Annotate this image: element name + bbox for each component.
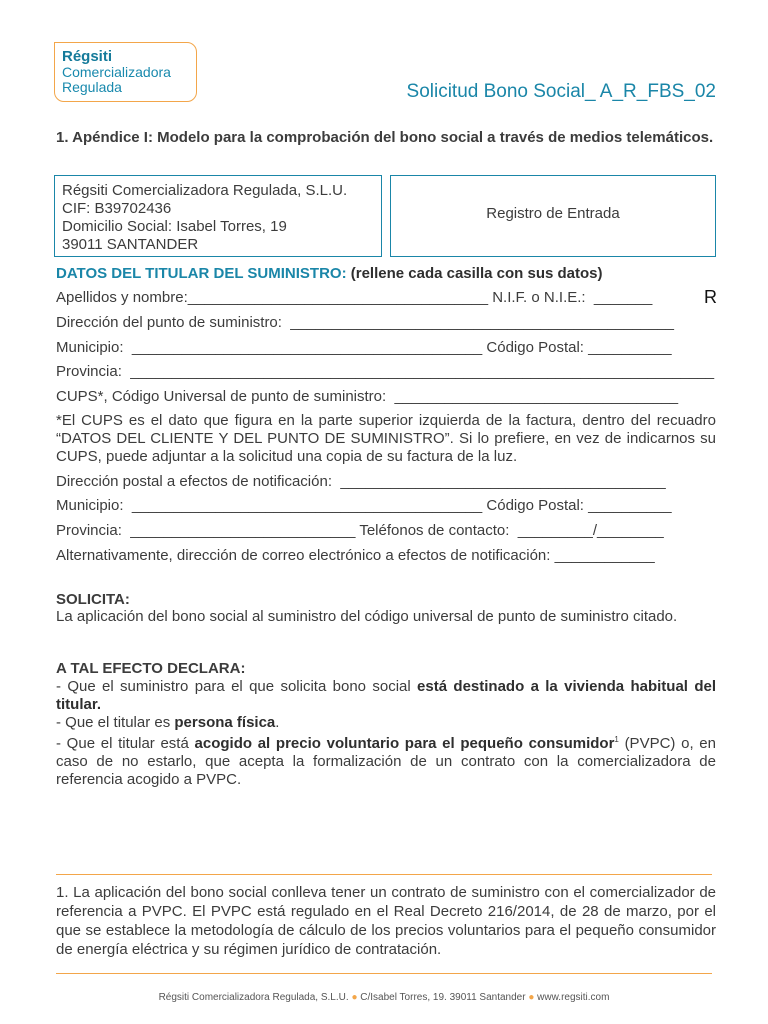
footer-dot-icon: ● xyxy=(528,992,535,1003)
declara-item-1-bold: está destinado a la vivienda habitual del titular. xyxy=(56,678,716,713)
field-cups[interactable]: CUPS*, Código Universal de punto de suministro: __________________________________ xyxy=(56,388,679,405)
field-postal-municipality[interactable]: Municipio: __________________________________________ Código Postal: __________ xyxy=(56,497,672,514)
company-city: 39011 SANTANDER xyxy=(62,236,199,253)
appendix-title: 1. Apéndice I: Modelo para la comprobación del bono social a través de medios telemáticos. xyxy=(56,129,714,146)
declara-item-1-text: - Que el suministro para el que solicita bono social xyxy=(56,678,418,695)
declara-item-3-bold: acogido al precio voluntario para el pequeño consumidor xyxy=(194,735,615,752)
logo-subtitle-line2: Regulada xyxy=(62,79,122,95)
cups-note: *El CUPS es el dato que figura en la parte superior izquierda de la factura, dentro del recuadro “DATOS DEL CLIENTE Y DEL PUNTO DE SUMINISTRO”. Si lo prefiere, en vez de indicarnos su CUPS, puede adjuntar a la solicitud una copia de su factura de la luz. xyxy=(56,412,716,465)
titular-heading-line xyxy=(56,265,716,283)
field-postal-province-phones[interactable]: Provincia: ___________________________ Teléfonos de contacto: _________/________ xyxy=(56,522,664,539)
footnote-separator-top xyxy=(56,874,712,875)
registry-label: Registro de Entrada xyxy=(486,205,620,222)
field-municipality[interactable]: Municipio: __________________________________________ Código Postal: __________ xyxy=(56,339,672,356)
company-name: Régsiti Comercializadora Regulada, S.L.U. xyxy=(62,182,348,199)
footer-dot-icon: ● xyxy=(351,992,358,1003)
field-province[interactable]: Provincia: ______________________________________________________________________ xyxy=(56,363,715,380)
declara-heading: A TAL EFECTO DECLARA: xyxy=(56,660,246,677)
declara-item-3 xyxy=(56,731,716,789)
declara-item-1 xyxy=(56,678,716,714)
document-code: Solicitud Bono Social_ A_R_FBS_02 xyxy=(406,81,716,102)
footer-address: C/Isabel Torres, 19. 39011 Santander xyxy=(360,992,526,1003)
footer-company: Régsiti Comercializadora Regulada, S.L.U. xyxy=(158,992,349,1003)
company-address: Domicilio Social: Isabel Torres, 19 xyxy=(62,218,287,235)
declara-item-3-end: (PVPC) o, en caso de no estarlo, que acepta la formalización de un contrato con la comercializadora de referencia acogido a PVPC. xyxy=(56,735,716,788)
footer-web[interactable]: www.regsiti.com xyxy=(537,992,610,1003)
declara-item-2 xyxy=(56,714,716,732)
logo-subtitle xyxy=(62,65,171,95)
field-supply-address[interactable]: Dirección del punto de suministro: ______________________________________________ xyxy=(56,314,675,331)
footnote-separator-bottom xyxy=(56,973,712,974)
solicita-heading: SOLICITA: xyxy=(56,591,130,608)
page-footer xyxy=(0,992,768,1003)
company-info xyxy=(62,182,347,254)
declara-item-2-text: - Que el titular es xyxy=(56,714,175,731)
declara-item-2-end: . xyxy=(275,714,280,731)
solicita-text: La aplicación del bono social al suministro del código universal de punto de suministro citado. xyxy=(56,608,678,625)
logo-subtitle-line1: Comercializadora xyxy=(62,64,171,80)
field-postal-address[interactable]: Dirección postal a efectos de notificación: _______________________________________ xyxy=(56,473,666,490)
titular-heading: DATOS DEL TITULAR DEL SUMINISTRO: xyxy=(56,265,347,282)
footnote-ref: 1 xyxy=(614,735,619,744)
logo-name: Régsiti xyxy=(62,48,113,65)
declara-item-3-text: - Que el titular está xyxy=(56,735,195,752)
titular-heading-note: (rellene cada casilla con sus datos) xyxy=(346,265,603,282)
declara-item-2-bold: persona física xyxy=(174,714,276,731)
field-name-nif[interactable]: Apellidos y nombre:____________________________________ N.I.F. o N.I.E.: _______ xyxy=(56,289,653,306)
footnote-text: 1. La aplicación del bono social conlleva tener un contrato de suministro con el comercializador de referencia a PVPC. El PVPC está regulado en el Real Decreto 216/2014, de 28 de marzo, por el que se establece la metodología de cálculo de los precios voluntarios para el pequeño consumidor de energía eléctrica y su régimen jurídico de contratación. xyxy=(56,884,716,958)
field-email[interactable]: Alternativamente, dirección de correo electrónico a efectos de notificación: ____________ xyxy=(56,547,655,564)
nif-mark: R xyxy=(704,287,717,307)
company-cif: CIF: B39702436 xyxy=(62,200,172,217)
